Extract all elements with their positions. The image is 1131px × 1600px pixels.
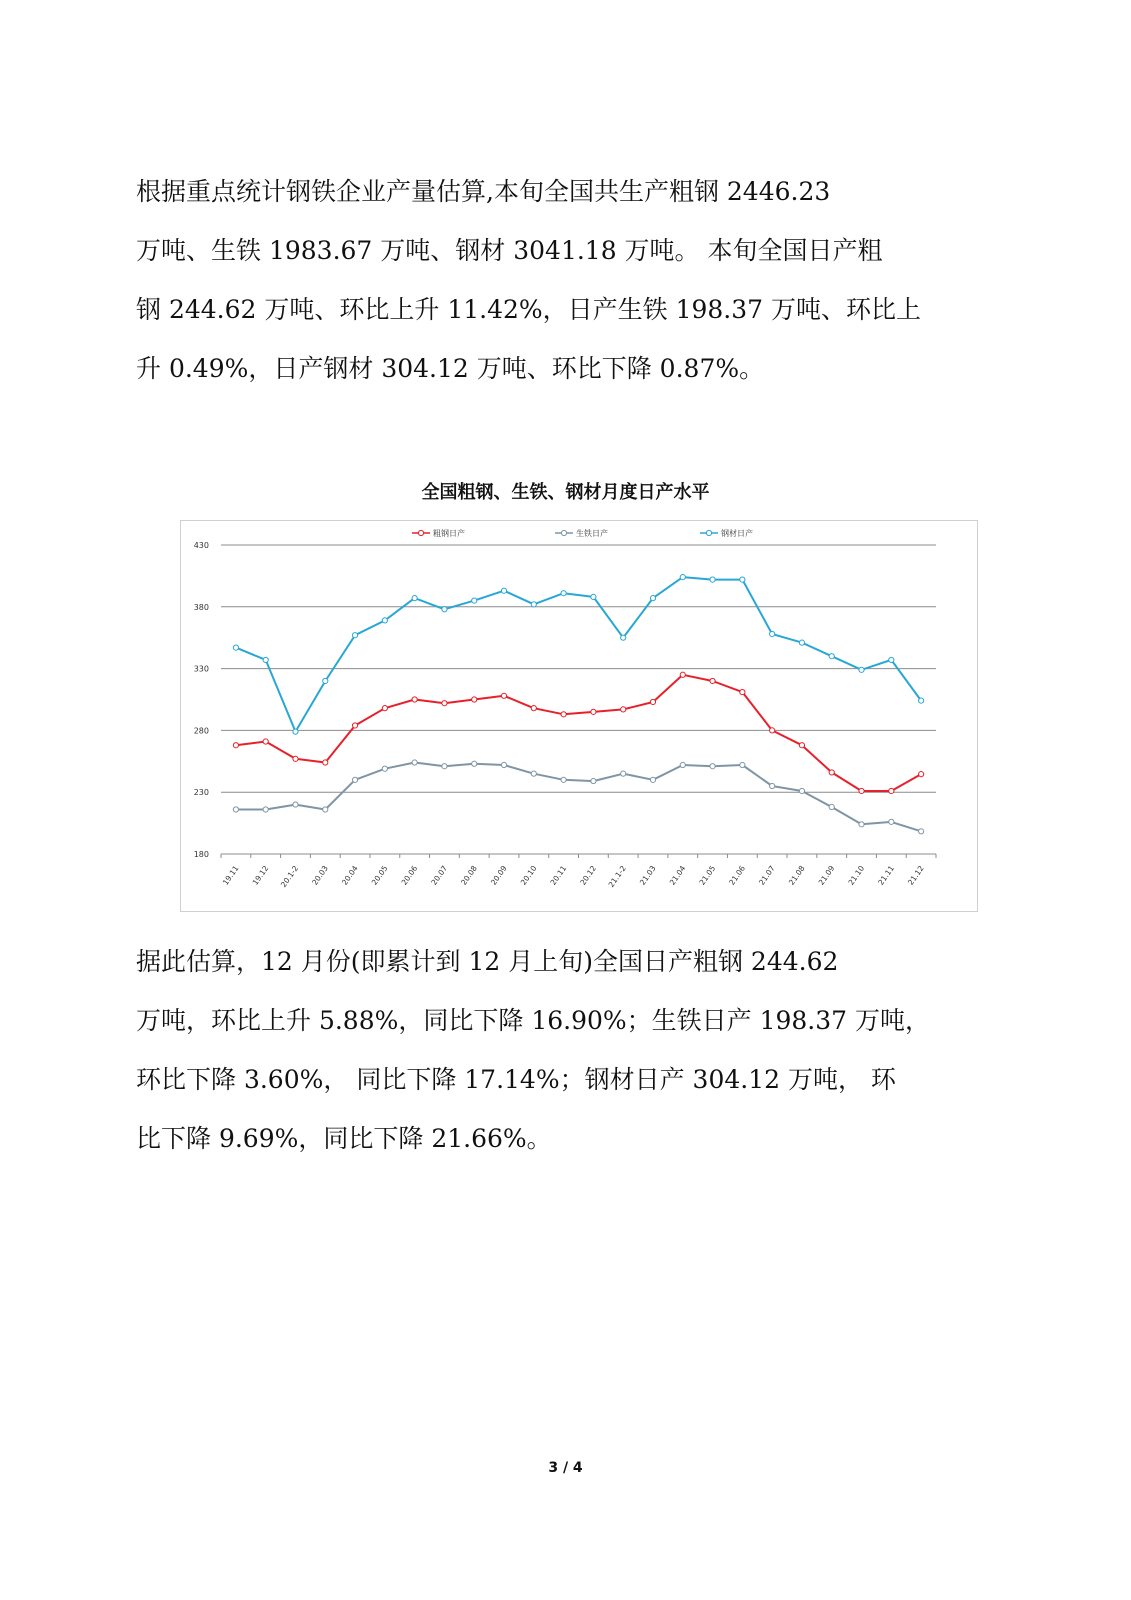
x-tick-label: 20.05	[369, 863, 390, 887]
data-point	[621, 771, 626, 776]
data-point	[919, 698, 924, 703]
paragraph-line: 万吨，环比上升 5.88%，同比下降 16.90%；生铁日产 198.37 万吨，	[136, 1006, 931, 1035]
data-point	[561, 777, 566, 782]
data-point	[531, 602, 536, 607]
y-tick-label: 430	[193, 541, 209, 550]
data-point	[412, 697, 417, 702]
x-tick-label: 21.11	[876, 863, 896, 887]
data-point	[650, 596, 655, 601]
data-point	[770, 631, 775, 636]
paragraph-line: 据此估算，12 月份(即累计到 12 月上旬)全国日产粗钢 244.62	[136, 947, 839, 976]
x-tick-label: 20.1-2	[278, 863, 301, 889]
legend-marker	[561, 530, 566, 535]
x-tick-label: 21.09	[816, 863, 837, 887]
paragraph-line: 环比下降 3.60%， 同比下降 17.14%；钢材日产 304.12 万吨， 环	[136, 1065, 896, 1094]
data-point	[501, 693, 506, 698]
y-tick-label: 230	[193, 788, 209, 798]
data-point	[293, 756, 298, 761]
data-point	[263, 807, 268, 812]
paragraph-line: 根据重点统计钢铁企业产量估算,本旬全国共生产粗钢 2446.23	[136, 177, 831, 206]
data-point	[799, 743, 804, 748]
data-point	[442, 607, 447, 612]
x-tick-label: 21.06	[727, 863, 747, 887]
x-tick-label: 20.09	[488, 863, 509, 887]
data-point	[770, 783, 775, 788]
data-point	[680, 762, 685, 767]
x-tick-label: 21.07	[757, 863, 777, 887]
data-point	[293, 729, 298, 734]
x-tick-label: 20.10	[518, 863, 539, 887]
data-point	[472, 697, 477, 702]
data-point	[889, 788, 894, 793]
x-tick-label: 21.08	[786, 863, 807, 887]
data-point	[263, 739, 268, 744]
y-tick-label: 180	[193, 850, 209, 859]
chart-canvas	[180, 520, 978, 912]
data-point	[323, 760, 328, 765]
data-point	[710, 577, 715, 582]
data-point	[561, 591, 566, 596]
data-point	[859, 667, 864, 672]
paragraph-line: 钢 244.62 万吨、环比上升 11.42%，日产生铁 198.37 万吨、环比上	[136, 295, 922, 324]
data-point	[919, 829, 924, 834]
data-point	[770, 728, 775, 733]
data-point	[650, 699, 655, 704]
x-tick-label: 20.06	[399, 863, 420, 887]
data-point	[501, 762, 506, 767]
paragraph-2	[136, 932, 976, 1168]
data-point	[382, 766, 387, 771]
data-point	[710, 678, 715, 683]
data-point	[352, 723, 357, 728]
data-point	[799, 788, 804, 793]
paragraph-line: 万吨、生铁 1983.67 万吨、钢材 3041.18 万吨。 本旬全国日产粗	[136, 236, 883, 265]
data-point	[561, 712, 566, 717]
legend-marker	[706, 530, 711, 535]
data-point	[442, 701, 447, 706]
data-point	[472, 761, 477, 766]
data-point	[889, 657, 894, 662]
chart-title: 全国粗钢、生铁、钢材月度日产水平	[421, 482, 710, 503]
data-point	[233, 743, 238, 748]
data-point	[680, 575, 685, 580]
data-point	[740, 689, 745, 694]
data-point	[919, 772, 924, 777]
x-tick-label: 19.12	[250, 863, 271, 887]
data-point	[352, 633, 357, 638]
data-point	[799, 640, 804, 645]
data-point	[710, 764, 715, 769]
data-point	[650, 777, 655, 782]
data-point	[412, 760, 417, 765]
data-point	[829, 654, 834, 659]
x-tick-label: 21.1-2	[606, 863, 628, 889]
data-point	[621, 635, 626, 640]
y-tick-label: 380	[193, 602, 209, 612]
data-point	[323, 678, 328, 683]
data-point	[412, 596, 417, 601]
x-tick-label: 20.04	[340, 863, 360, 887]
x-tick-label: 19.11	[220, 863, 241, 887]
y-tick-label: 280	[193, 726, 209, 736]
paragraph-1	[136, 162, 976, 398]
line-chart	[180, 520, 978, 912]
data-point	[263, 657, 268, 662]
paragraph-line: 升 0.49%，日产钢材 304.12 万吨、环比下降 0.87%。	[136, 354, 765, 383]
legend-label: 钢材日产	[721, 529, 753, 538]
x-tick-label: 21.05	[697, 863, 718, 887]
data-point	[442, 764, 447, 769]
x-tick-label: 20.08	[459, 863, 479, 887]
data-point	[591, 594, 596, 599]
legend-label: 生铁日产	[576, 529, 608, 538]
data-point	[352, 777, 357, 782]
data-point	[680, 672, 685, 677]
data-point	[889, 819, 894, 824]
page-number: 3 / 4	[548, 1460, 583, 1476]
data-point	[382, 706, 387, 711]
data-point	[472, 598, 477, 603]
legend-label: 粗钢日产	[433, 529, 465, 538]
x-tick-label: 21.12	[906, 863, 926, 887]
paragraph-line: 比下降 9.69%，同比下降 21.66%。	[136, 1124, 552, 1153]
data-point	[233, 807, 238, 812]
data-point	[531, 706, 536, 711]
data-point	[859, 822, 864, 827]
data-point	[293, 802, 298, 807]
data-point	[740, 762, 745, 767]
data-point	[501, 588, 506, 593]
data-point	[531, 771, 536, 776]
chart-frame	[181, 521, 978, 912]
x-tick-label: 20.11	[548, 863, 569, 887]
data-point	[233, 645, 238, 650]
data-point	[859, 788, 864, 793]
data-point	[829, 804, 834, 809]
x-tick-label: 20.07	[429, 863, 450, 887]
legend-marker	[418, 530, 423, 535]
x-tick-label: 21.03	[637, 863, 658, 887]
data-point	[591, 778, 596, 783]
data-point	[621, 707, 626, 712]
data-point	[323, 807, 328, 812]
data-point	[382, 618, 387, 623]
y-tick-label: 330	[193, 664, 209, 674]
data-point	[591, 709, 596, 714]
data-point	[740, 577, 745, 582]
data-point	[829, 770, 834, 775]
x-tick-label: 21.10	[846, 863, 867, 887]
x-tick-label: 20.12	[578, 863, 599, 887]
x-tick-label: 21.04	[667, 863, 688, 887]
x-tick-label: 20.03	[310, 863, 330, 887]
